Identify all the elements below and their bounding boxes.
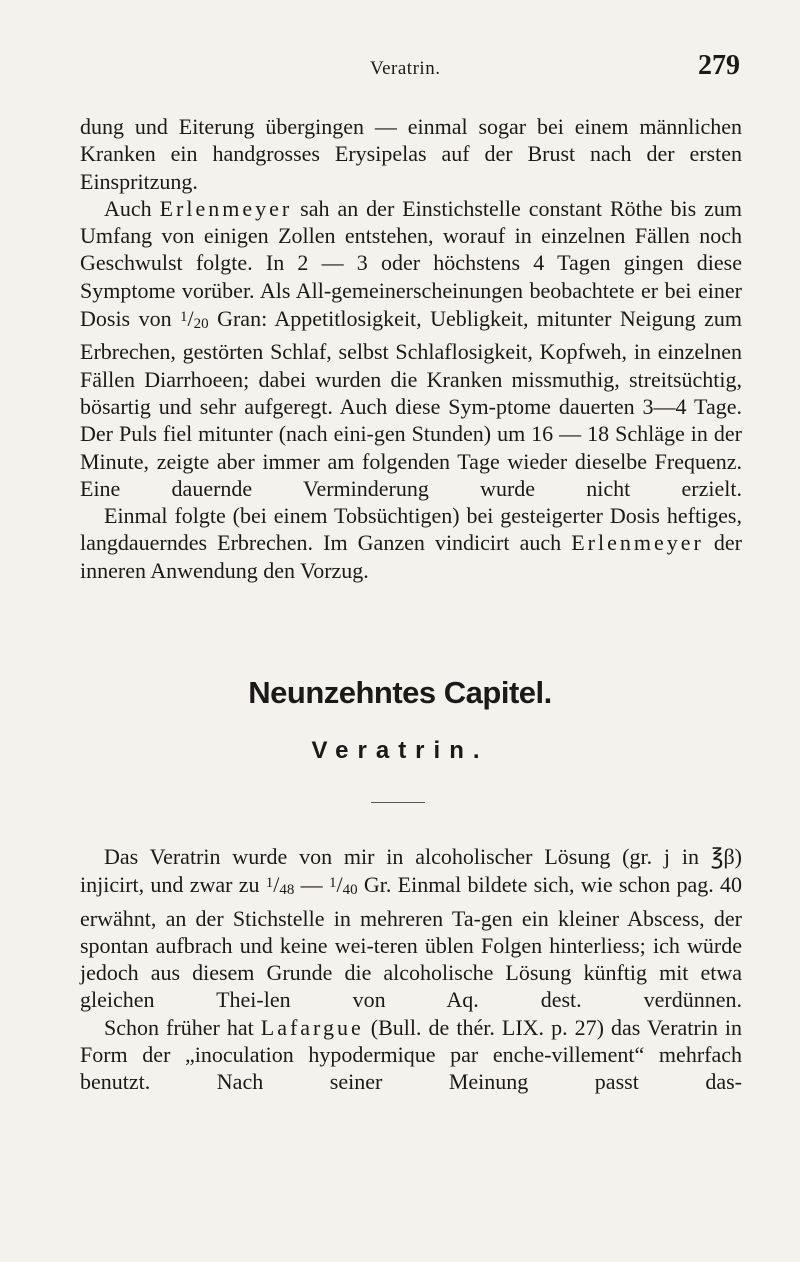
chapter-paragraph-2-lead: Schon früher hat <box>104 1014 261 1040</box>
chapter-divider-rule <box>371 802 425 803</box>
paragraph-1-text: dung und Eiterung übergingen — einmal sogar bei einem männlichen Kranken ein handgrosses Erysipelas auf der Brust nach der ersten Einspritzung. <box>80 114 742 194</box>
chapter-paragraph-1: Das Veratrin wurde von mir in alcoholischer Lösung (gr. j in ℥β) injicirt, und zwar zu $^1$/48 — $^1$/40 Gr. Einmal bildete sich, wie schon pag. 40 erwähnt, an der Stichstelle in mehreren Ta-gen ein kleiner Abscess, der spontan aufbrach und keine wei-teren üblen Folgen hinterliess; ich würde jedoch aus diesem Grunde die alcoholische Lösung künftig mit etwa gleichen Thei-len von Aq. dest. verdünnen. <box>80 844 743 1013</box>
author-name-lafargue: Lafargue <box>260 1014 364 1040</box>
fraction-denominator: 20 <box>193 316 209 333</box>
running-head: Veratrin. <box>370 58 441 79</box>
fraction-1-numerator: 1 <box>265 875 274 892</box>
chapter-paragraph-2 <box>80 1014 742 1096</box>
chapter-paragraph-2-text: (Bull. de thér. LIX. p. 27) das Veratrin in Form der „inoculation hypodermique par enche-villement“ mehrfach benutzt. Nach seiner Meinung passt das- <box>80 1014 742 1095</box>
fraction-2-denominator: 40 <box>342 882 358 899</box>
paragraph-2-text: sah an der Einstichstelle constant Röthe bis zum Umfang von einigen Zollen entstehen, worauf in einzelnen Fällen noch Geschwulst folgte. In 2 — 3 oder höchstens 4 Tagen gingen diese Symptome vorüber. Als All-gemeinerscheinungen beobachtete er bei einer Dosis von <box>80 195 742 332</box>
paragraph-1 <box>80 113 742 195</box>
fraction-2-numerator: 1 <box>328 875 337 892</box>
chapter-body <box>80 843 742 1096</box>
author-name-erlenmeyer-2: Erlenmeyer <box>571 530 704 556</box>
author-name-erlenmeyer: Erlenmeyer <box>159 195 293 221</box>
chapter-subtitle: Veratrin. <box>311 737 489 764</box>
page-header <box>80 52 740 92</box>
paragraph-2-lead: Auch <box>104 195 160 221</box>
paragraph-2-text-continued: Gran: Appetitlosigkeit, Uebligkeit, mitunter Neigung zum Erbrechen, gestörten Schlaf, selbst Schlaflosigkeit, Kopfweh, in einzelnen Fällen Diarrhoeen; dabei wurden die Kranken missmuthig, streitsüchtig, bösartig und sehr aufgeregt. Auch diese Sym-ptome dauerten 3—4 Tage. Der Puls fiel mitunter (nach eini-gen Stunden) um 16 — 18 Schläge in der Minute, zeigte aber immer am folgenden Tage wieder dieselbe Frequenz. Eine dauernde Verminderung wurde nicht erzielt. <box>80 306 742 501</box>
paragraph-3-text-end: der inneren Anwendung den Vorzug. <box>80 530 742 583</box>
page-number: 279 <box>698 50 740 81</box>
fraction-1-denominator: 48 <box>279 882 295 899</box>
chapter-title: Neunzehntes Capitel. <box>248 675 552 710</box>
paragraph-3 <box>80 502 742 584</box>
fraction-range-dash: — <box>294 872 329 898</box>
section-continuation <box>80 113 742 584</box>
fraction-numerator: 1 <box>180 309 188 326</box>
paragraph-2: Auch Erlenmeyer sah an der Einstichstelle constant Röthe bis zum Umfang von einigen Zollen entstehen, worauf in einzelnen Fällen noch Geschwulst folgte. In 2 — 3 oder höchstens 4 Tagen gingen diese Symptome vorüber. Als All-gemeinerscheinungen beobachtete er bei einer Dosis von $^1$/20 Gran: Appetitlosigkeit, Uebligkeit, mitunter Neigung zum Erbrechen, gestörten Schlaf, selbst Schlaflosigkeit, Kopfweh, in einzelnen Fällen Diarrhoeen; dabei wurden die Kranken missmuthig, streitsüchtig, bösartig und sehr aufgeregt. Auch diese Sym-ptome dauerten 3—4 Tage. Der Puls fiel mitunter (nach eini-gen Stunden) um 16 — 18 Schläge in der Minute, zeigte aber immer am folgenden Tage wieder dieselbe Frequenz. Eine dauernde Verminderung wurde nicht erzielt. <box>80 195 742 501</box>
chapter-paragraph-1-text: Das Veratrin wurde von mir in alcoholischer Lösung (gr. j in ℥β) injicirt, und zwar zu <box>80 844 742 898</box>
paragraph-3-text: Einmal folgte (bei einem Tobsüchtigen) bei gesteigerter Dosis heftiges, langdauerndes Erbrechen. Im Ganzen vindicirt auch <box>80 503 742 556</box>
chapter-paragraph-1-text-continued: Gr. Einmal bildete sich, wie schon pag. 40 erwähnt, an der Stichstelle in mehreren Ta-gen ein kleiner Abscess, der spontan aufbrach und keine wei-teren üblen Folgen hinterliess; ich würde jedoch aus diesem Grunde die alcoholische Lösung künftig mit etwa gleichen Thei-len von Aq. dest. verdünnen. <box>80 872 743 1013</box>
